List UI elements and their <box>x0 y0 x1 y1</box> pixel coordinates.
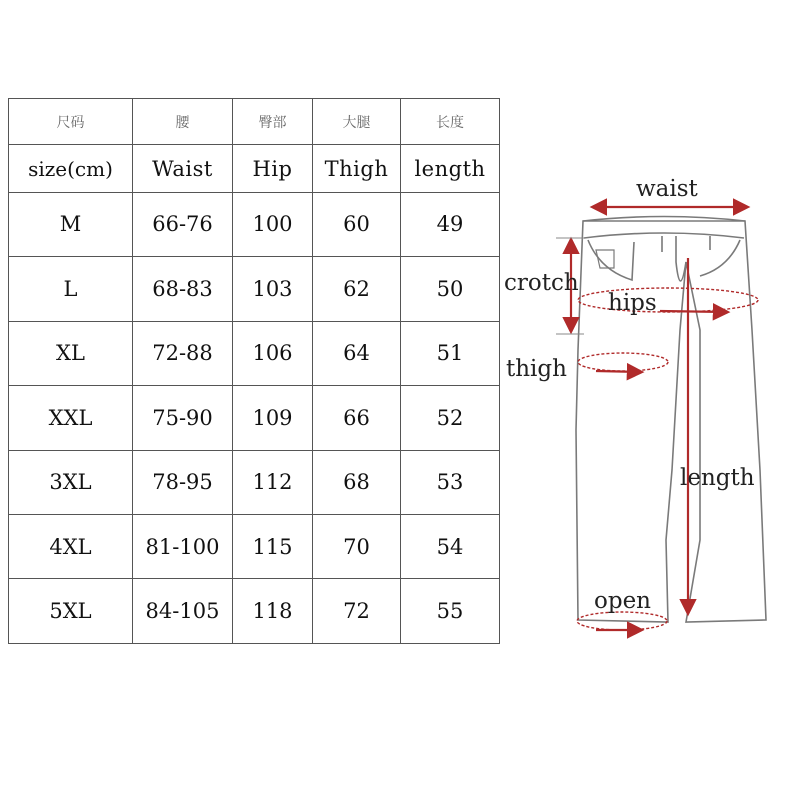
header-cn-thigh: 大腿 <box>313 99 401 145</box>
hips-measure <box>578 288 758 312</box>
cell-length: 52 <box>401 386 500 450</box>
cell-waist: 66-76 <box>133 192 233 256</box>
cell-hip: 103 <box>233 257 313 321</box>
cell-hip: 100 <box>233 192 313 256</box>
hips-label: hips <box>608 290 657 316</box>
cell-size: 5XL <box>9 579 133 644</box>
header-waist: Waist <box>133 145 233 192</box>
pants-outline <box>576 217 766 623</box>
cell-length: 55 <box>401 579 500 644</box>
cell-waist: 75-90 <box>133 386 233 450</box>
header-cn-length: 长度 <box>401 99 500 145</box>
cell-size: 3XL <box>9 450 133 514</box>
header-size: size(cm) <box>9 145 133 192</box>
cell-hip: 118 <box>233 579 313 644</box>
waist-label: waist <box>636 176 698 202</box>
header-length: length <box>401 145 500 192</box>
cell-thigh: 62 <box>313 257 401 321</box>
thigh-measure <box>578 353 668 372</box>
cell-thigh: 72 <box>313 579 401 644</box>
cell-thigh: 66 <box>313 386 401 450</box>
length-label: length <box>680 465 755 491</box>
cell-length: 54 <box>401 515 500 579</box>
cell-length: 51 <box>401 321 500 385</box>
cell-waist: 72-88 <box>133 321 233 385</box>
header-cn-size: 尺码 <box>9 99 133 145</box>
header-thigh: Thigh <box>313 145 401 192</box>
cell-size: M <box>9 192 133 256</box>
cell-size: 4XL <box>9 515 133 579</box>
cell-thigh: 68 <box>313 450 401 514</box>
header-cn-waist: 腰 <box>133 99 233 145</box>
crotch-label: crotch <box>504 270 579 296</box>
cell-thigh: 70 <box>313 515 401 579</box>
cell-size: XXL <box>9 386 133 450</box>
cell-size: L <box>9 257 133 321</box>
cell-hip: 109 <box>233 386 313 450</box>
cell-waist: 68-83 <box>133 257 233 321</box>
cell-waist: 81-100 <box>133 515 233 579</box>
cell-hip: 106 <box>233 321 313 385</box>
cell-thigh: 60 <box>313 192 401 256</box>
cell-hip: 112 <box>233 450 313 514</box>
cell-waist: 78-95 <box>133 450 233 514</box>
cell-thigh: 64 <box>313 321 401 385</box>
cell-length: 50 <box>401 257 500 321</box>
cell-waist: 84-105 <box>133 579 233 644</box>
header-hip: Hip <box>233 145 313 192</box>
cell-length: 53 <box>401 450 500 514</box>
open-label: open <box>594 588 651 614</box>
cell-size: XL <box>9 321 133 385</box>
thigh-label: thigh <box>506 356 567 382</box>
cell-hip: 115 <box>233 515 313 579</box>
cell-length: 49 <box>401 192 500 256</box>
header-cn-hip: 臀部 <box>233 99 313 145</box>
